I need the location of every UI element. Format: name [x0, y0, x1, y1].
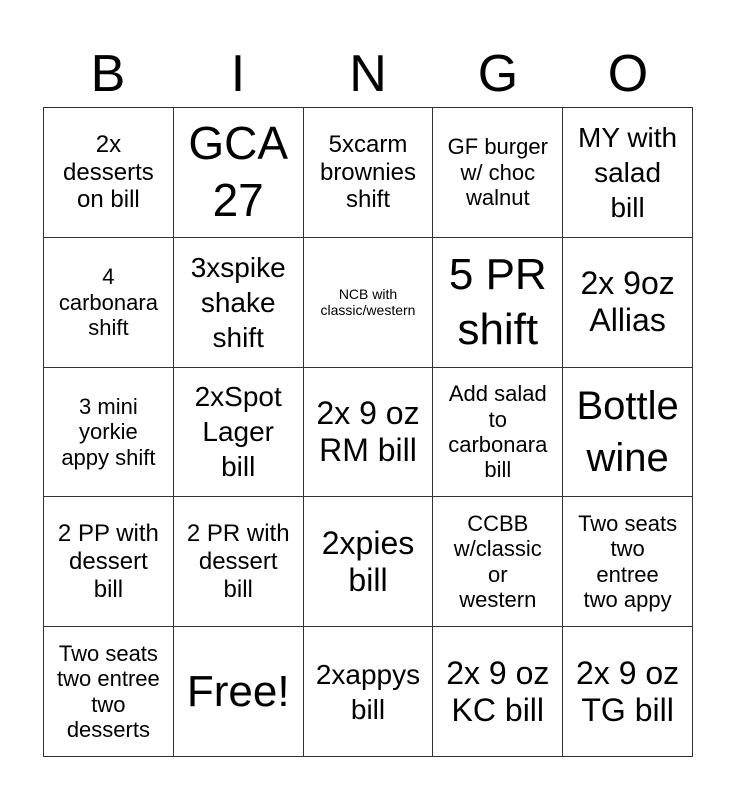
- header-letter-o: O: [607, 45, 649, 103]
- bingo-cell[interactable]: Two seats two entree two appy: [563, 497, 693, 627]
- bingo-cell[interactable]: 4 carbonara shift: [44, 238, 174, 368]
- bingo-cell[interactable]: 2xappys bill: [304, 627, 434, 757]
- bingo-cell[interactable]: 2 PP with dessert bill: [44, 497, 174, 627]
- bingo-cell[interactable]: 2x desserts on bill: [44, 108, 174, 238]
- free-space[interactable]: Free!: [174, 627, 304, 757]
- bingo-cell[interactable]: 2xpies bill: [304, 497, 434, 627]
- header-letter-g: G: [477, 45, 519, 103]
- bingo-cell[interactable]: 5xcarm brownies shift: [304, 108, 434, 238]
- header-letter-b: B: [90, 45, 126, 103]
- bingo-cell[interactable]: Bottle wine: [563, 368, 693, 498]
- bingo-cell[interactable]: 2 PR with dessert bill: [174, 497, 304, 627]
- bingo-board: [43, 107, 693, 757]
- bingo-cell[interactable]: 3xspike shake shift: [174, 238, 304, 368]
- bingo-cell[interactable]: 2x 9 oz TG bill: [563, 627, 693, 757]
- bingo-cell[interactable]: Add salad to carbonara bill: [433, 368, 563, 498]
- bingo-cell[interactable]: NCB with classic/western: [304, 238, 434, 368]
- bingo-cell[interactable]: 5 PR shift: [433, 238, 563, 368]
- header-letter-i: I: [230, 45, 246, 103]
- bingo-header: [43, 40, 693, 108]
- bingo-cell[interactable]: GCA 27: [174, 108, 304, 238]
- bingo-cell[interactable]: 2xSpot Lager bill: [174, 368, 304, 498]
- bingo-cell[interactable]: Two seats two entree two desserts: [44, 627, 174, 757]
- bingo-cell[interactable]: CCBB w/classic or western: [433, 497, 563, 627]
- bingo-cell[interactable]: 2x 9 oz KC bill: [433, 627, 563, 757]
- bingo-cell[interactable]: GF burger w/ choc walnut: [433, 108, 563, 238]
- header-letter-n: N: [349, 45, 387, 103]
- bingo-cell[interactable]: MY with salad bill: [563, 108, 693, 238]
- bingo-cell[interactable]: 2x 9 oz RM bill: [304, 368, 434, 498]
- bingo-cell[interactable]: 3 mini yorkie appy shift: [44, 368, 174, 498]
- bingo-cell[interactable]: 2x 9oz Allias: [563, 238, 693, 368]
